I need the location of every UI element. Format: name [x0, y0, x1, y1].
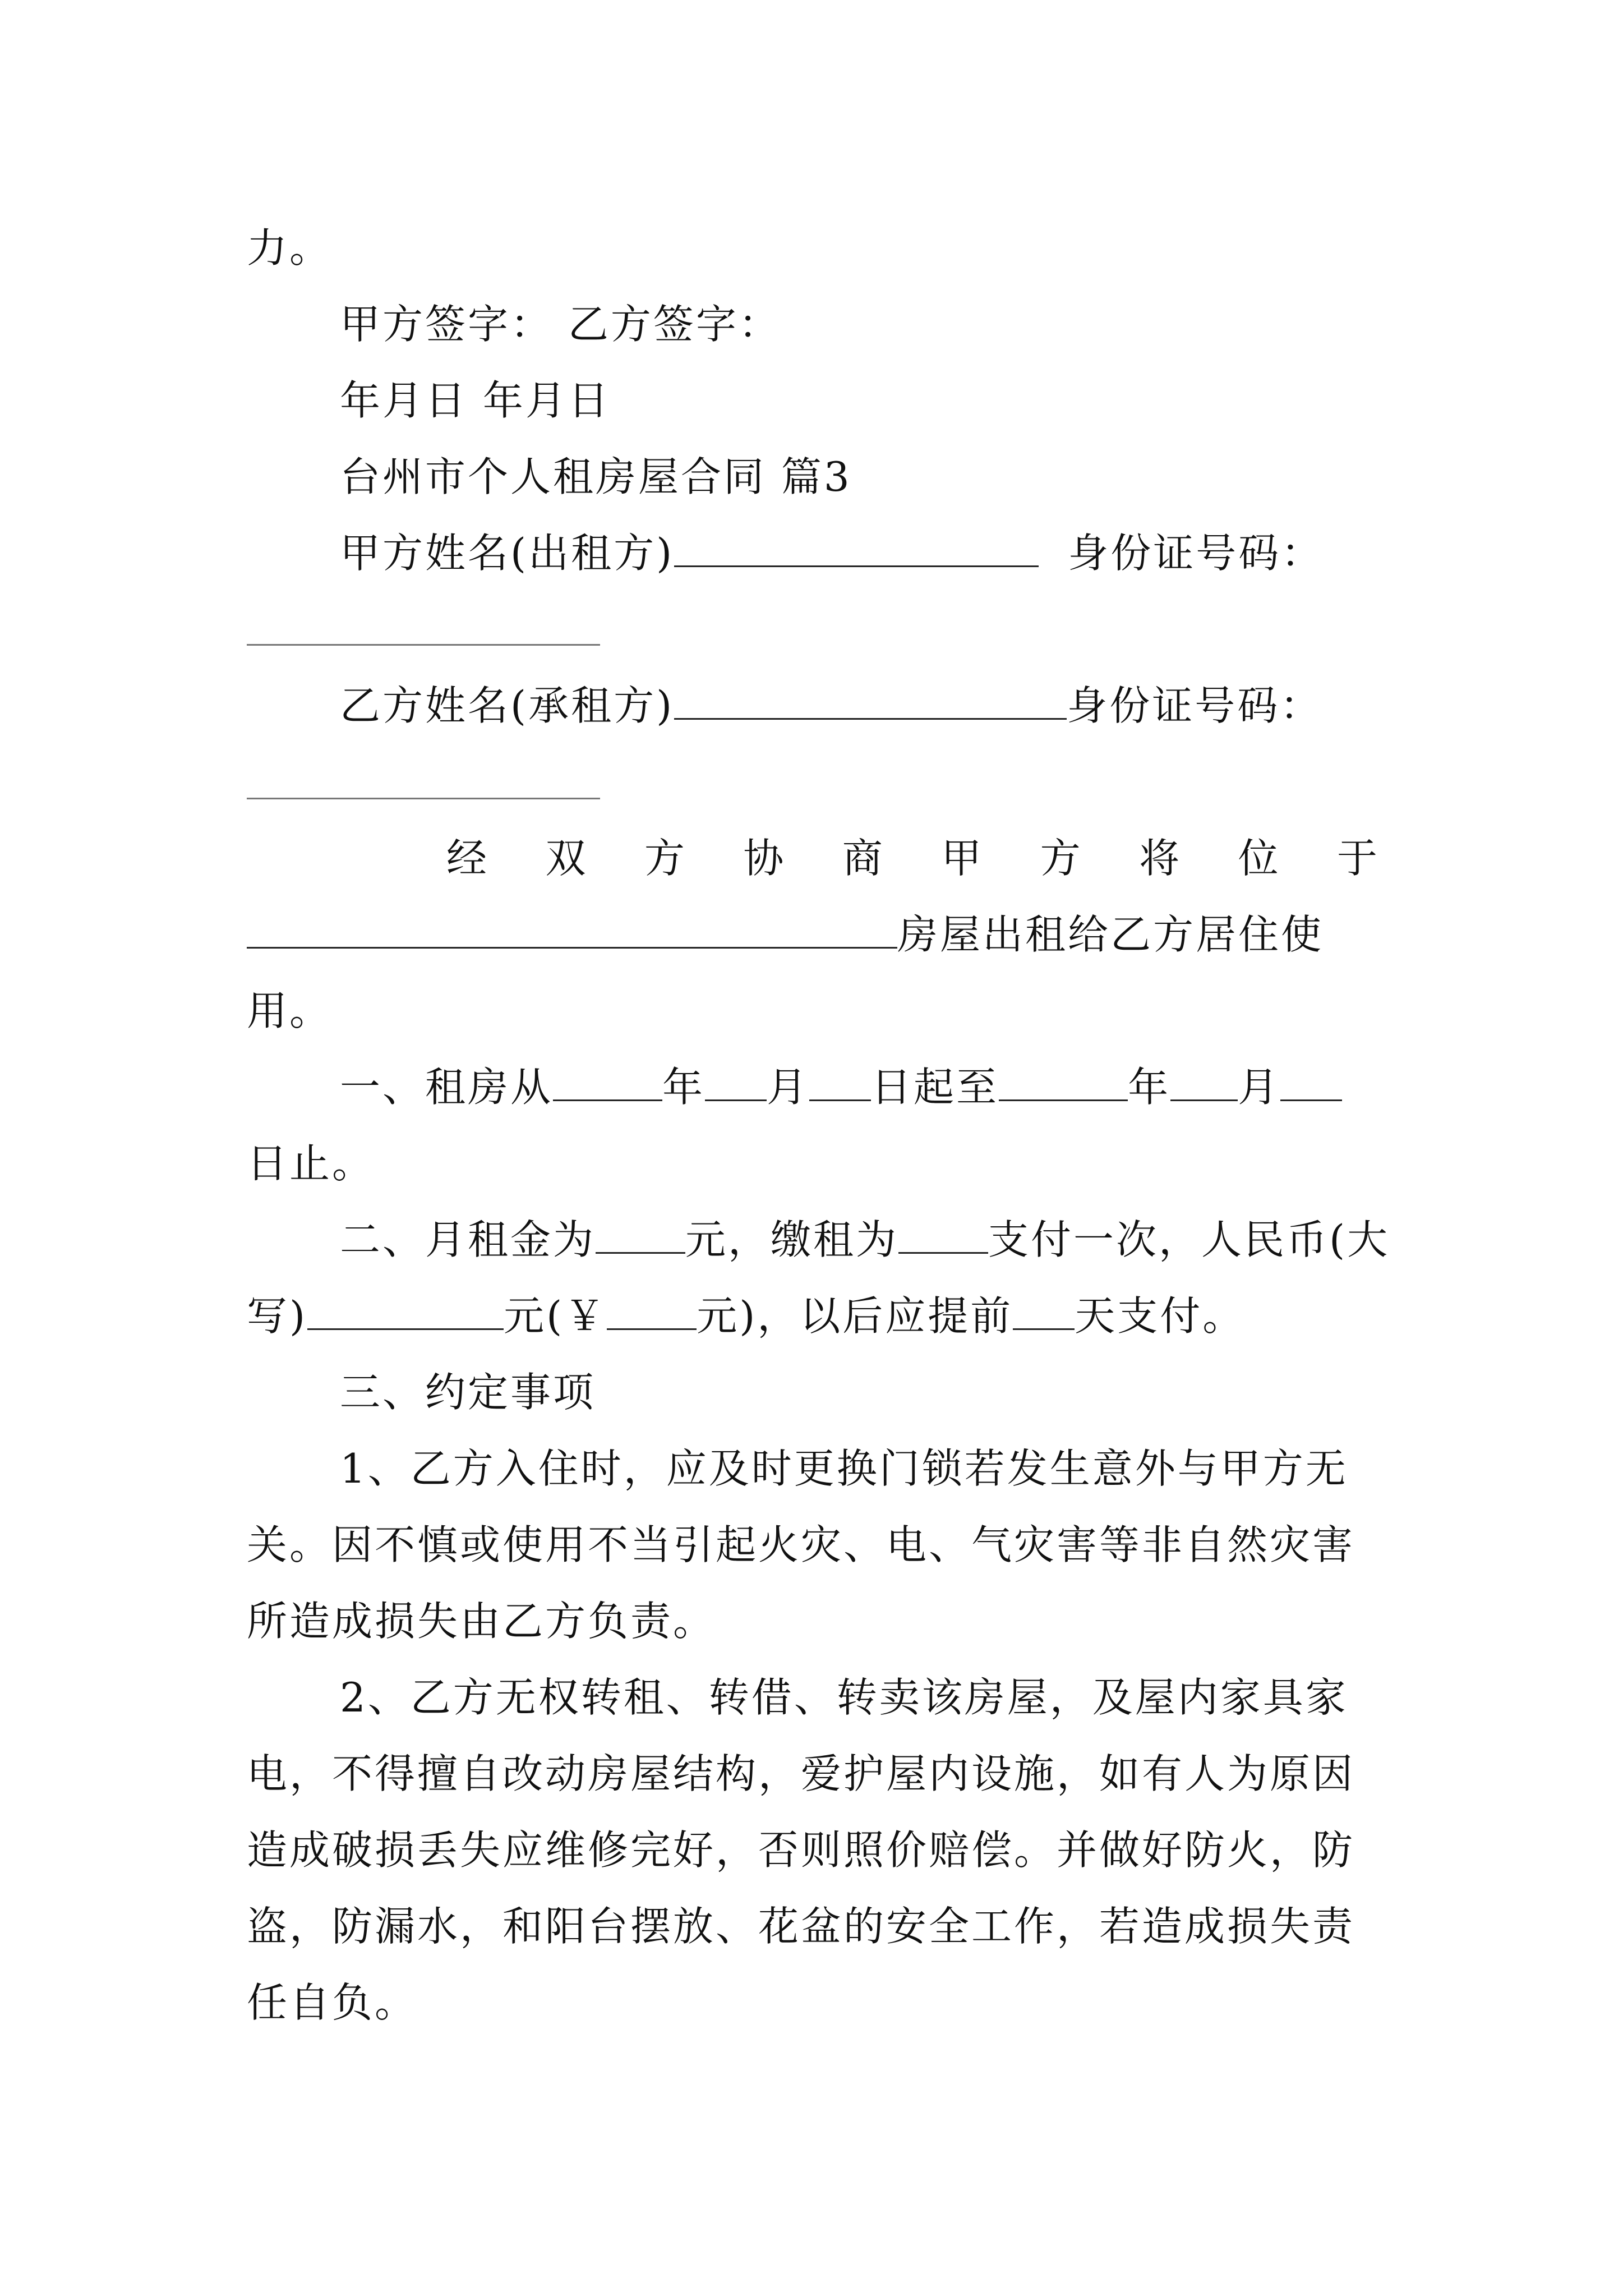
location-char: 商 [842, 835, 885, 882]
rent-line [340, 1212, 1390, 1268]
advance-days-blank [1013, 1294, 1075, 1330]
section-title: 台州市个人租房屋合同 篇3 [340, 453, 852, 500]
location-char: 方 [1040, 835, 1083, 882]
end-month-blank [1170, 1065, 1238, 1101]
start-year-blank [553, 1065, 662, 1101]
location-line [446, 830, 1380, 886]
days-label: 天支付。 [1075, 1292, 1246, 1340]
address-line [247, 907, 1380, 963]
currency-label: 支付一次，人民币(大 [988, 1216, 1390, 1263]
clause-2-line-4: 盗，防漏水，和阳台摆放、花盆的安全工作，若造成损失责 [247, 1903, 1355, 1950]
party-b-name-label: 乙方姓名(承租方) [340, 682, 675, 729]
amount-line [247, 1288, 1380, 1344]
location-char: 甲 [941, 835, 984, 882]
end-year-blank [999, 1065, 1128, 1101]
location-char: 方 [644, 835, 687, 882]
month-label: 月 [1238, 1064, 1281, 1111]
year-label: 年 [1128, 1064, 1171, 1111]
rent-blank [596, 1217, 685, 1254]
party-b-name-blank [674, 683, 1067, 720]
party-a-id-blank [247, 644, 600, 646]
month-label: 月 [767, 1064, 810, 1111]
clause-1-line-1: 1、乙方入住时，应及时更换门锁若发生意外与甲方无 [340, 1445, 1348, 1492]
address-blank [247, 912, 897, 949]
end-day-blank [1280, 1065, 1342, 1101]
clause-1-line-3: 所造成损失由乙方负责。 [247, 1598, 716, 1645]
rent-label: 二、月租金为 [340, 1216, 596, 1263]
amount-number-blank [607, 1294, 697, 1330]
party-b-line [340, 678, 1380, 734]
clause-1-line-2: 关。因不慎或使用不当引起火灾、电、气灾害等非自然灾害 [247, 1521, 1355, 1568]
party-b-id-blank [247, 798, 600, 799]
clause-2-line-1: 2、乙方无权转租、转借、转卖该房屋，及屋内家具家 [340, 1674, 1348, 1721]
start-day-blank [809, 1065, 871, 1101]
payment-label: 元，缴租为 [685, 1216, 899, 1263]
location-char: 将 [1139, 835, 1182, 882]
party-b-id-label: 身份证号码： [1067, 682, 1323, 729]
text-line-1: 力。 [247, 224, 333, 272]
payment-period-blank [898, 1217, 988, 1254]
amount-capital-blank [307, 1294, 504, 1330]
location-char: 于 [1336, 835, 1380, 882]
lease-term-text: 一、租房从 [340, 1064, 554, 1111]
until-label: 日起至 [871, 1064, 999, 1111]
party-a-id-label: 身份证号码： [1068, 530, 1324, 577]
location-char: 经 [446, 835, 490, 882]
party-a-name-blank [674, 531, 1039, 567]
location-char: 双 [545, 835, 588, 882]
clause-2-line-3: 造成破损丢失应维修完好，否则照价赔偿。并做好防火，防 [247, 1826, 1355, 1874]
date-line: 年月日 年月日 [340, 377, 611, 424]
text-line-end: 日止。 [247, 1140, 375, 1187]
party-a-name-label: 甲方姓名(出租方) [340, 530, 675, 577]
year-label: 年 [662, 1064, 706, 1111]
clause-2-line-2: 电，不得擅自改动房屋结构，爱护屋内设施，如有人为原因 [247, 1750, 1355, 1797]
clause-2-line-5: 任自负。 [247, 1979, 418, 2026]
location-char: 协 [743, 835, 786, 882]
advance-label: 元)，以后应提前 [697, 1292, 1013, 1340]
capital-label: 写) [247, 1292, 308, 1340]
section-heading: 三、约定事项 [340, 1369, 596, 1416]
party-a-line [340, 525, 1380, 581]
yuan-label: 元(￥ [504, 1292, 607, 1340]
rental-purpose-text: 房屋出租给乙方居住使 [897, 911, 1324, 958]
location-char: 位 [1238, 835, 1281, 882]
text-line-use: 用。 [247, 987, 333, 1034]
signature-line: 甲方签字： 乙方签字： [340, 301, 781, 348]
lease-term-line [340, 1059, 1380, 1115]
start-month-blank [705, 1065, 767, 1101]
